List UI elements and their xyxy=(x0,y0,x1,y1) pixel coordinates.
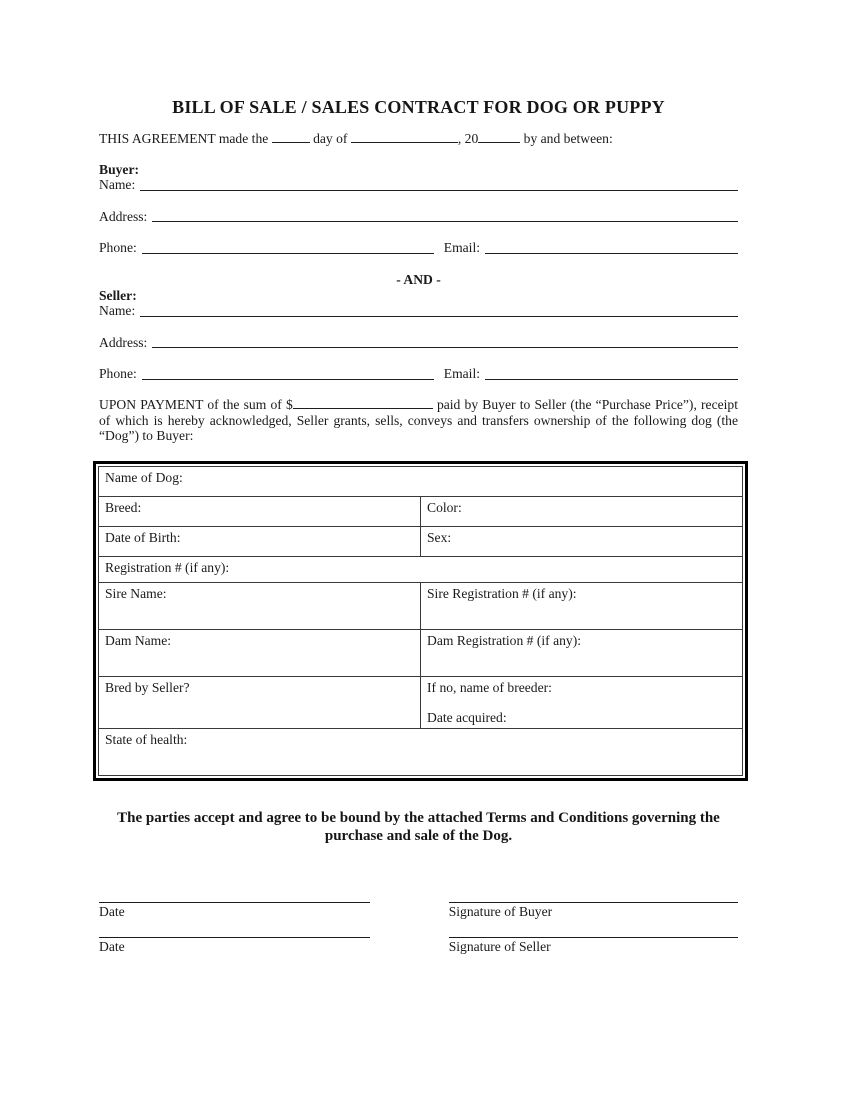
buyer-address-row xyxy=(99,209,738,225)
document-title: BILL OF SALE / SALES CONTRACT FOR DOG OR PUPPY xyxy=(172,97,665,117)
payment-text-before: UPON PAYMENT of the sum of $ xyxy=(99,396,293,412)
breeder-cell xyxy=(421,676,743,728)
sex-cell: Sex: xyxy=(421,526,743,556)
buyer-name-row xyxy=(99,177,738,193)
seller-name-blank-field xyxy=(140,316,738,317)
signature-row-seller xyxy=(99,937,738,955)
signature-row-buyer xyxy=(99,902,738,920)
payment-text-after: paid by Buyer to Seller (the “Purchase Price”), receipt of which is hereby acknowledged, Seller grants, sells, conveys and transfers ownership of the following dog (the “Dog”) to Buyer: xyxy=(99,396,738,444)
table-row xyxy=(99,676,743,728)
date-of-birth-cell: Date of Birth: xyxy=(99,526,421,556)
table-row xyxy=(99,526,743,556)
dog-info-table-border xyxy=(93,461,748,781)
signature-spacer xyxy=(370,902,448,920)
terms-statement: The parties accept and agree to be bound by the attached Terms and Conditions governing the purchase and sale of the Dog. xyxy=(117,809,720,844)
seller-phone-email-row xyxy=(99,366,738,382)
intro-text-4: by and between: xyxy=(523,131,613,146)
seller-address-blank-field xyxy=(152,347,738,348)
buyer-heading: Buyer: xyxy=(99,161,140,177)
dam-registration-cell: Dam Registration # (if any): xyxy=(421,629,743,676)
buyer-signature-area xyxy=(449,902,738,920)
seller-phone-blank-field xyxy=(142,379,434,380)
buyer-address-label: Address: xyxy=(99,208,148,224)
buyer-phone-blank-field xyxy=(142,253,434,254)
registration-cell: Registration # (if any): xyxy=(99,556,743,582)
and-separator: - AND - xyxy=(396,271,441,287)
table-row xyxy=(99,556,743,582)
dam-name-cell: Dam Name: xyxy=(99,629,421,676)
table-row xyxy=(99,466,743,496)
buyer-email-label: Email: xyxy=(443,240,481,256)
seller-address-row xyxy=(99,335,738,351)
month-blank-field xyxy=(351,131,458,143)
seller-heading: Seller: xyxy=(99,287,137,303)
seller-email-blank-field xyxy=(485,379,738,380)
buyer-phone-email-row xyxy=(99,240,738,256)
name-of-dog-cell: Name of Dog: xyxy=(99,466,743,496)
day-blank-field xyxy=(272,131,310,143)
date-signature-area-1 xyxy=(99,902,370,920)
date-acquired-label: Date acquired: xyxy=(427,709,507,725)
agreement-intro-line xyxy=(99,131,738,147)
seller-signature-label: Signature of Seller xyxy=(448,938,551,954)
dog-info-table xyxy=(98,466,743,776)
seller-phone-label: Phone: xyxy=(99,366,137,382)
date-label-2: Date xyxy=(99,938,125,954)
table-row xyxy=(99,728,743,775)
table-row xyxy=(99,629,743,676)
seller-signature-area xyxy=(449,937,738,955)
intro-text-3: , 20 xyxy=(457,131,479,146)
state-of-health-cell: State of health: xyxy=(99,728,743,775)
buyer-email-blank-field xyxy=(485,253,738,254)
color-cell: Color: xyxy=(421,496,743,526)
purchase-price-blank-field xyxy=(293,397,433,409)
document-content xyxy=(99,0,738,955)
date-label-1: Date xyxy=(99,903,125,919)
intro-text-1: THIS AGREEMENT made the xyxy=(99,131,269,146)
buyer-signature-label: Signature of Buyer xyxy=(448,903,553,919)
payment-paragraph xyxy=(99,397,738,444)
signature-block xyxy=(99,902,738,955)
bred-by-seller-cell: Bred by Seller? xyxy=(99,676,421,728)
breed-cell: Breed: xyxy=(99,496,421,526)
buyer-name-label: Name: xyxy=(99,177,136,193)
table-row xyxy=(99,496,743,526)
signature-spacer xyxy=(370,937,448,955)
buyer-name-blank-field xyxy=(140,190,738,191)
table-row xyxy=(99,582,743,629)
buyer-address-blank-field xyxy=(152,221,738,222)
seller-address-label: Address: xyxy=(99,334,148,350)
breeder-label: If no, name of breeder: xyxy=(427,679,552,695)
seller-name-label: Name: xyxy=(99,303,136,319)
sire-name-cell: Sire Name: xyxy=(99,582,421,629)
year-blank-field xyxy=(478,131,520,143)
seller-name-row xyxy=(99,303,738,319)
sire-registration-cell: Sire Registration # (if any): xyxy=(421,582,743,629)
date-signature-area-2 xyxy=(99,937,370,955)
seller-email-label: Email: xyxy=(443,366,481,382)
intro-text-2: day of xyxy=(313,131,348,146)
buyer-phone-label: Phone: xyxy=(99,240,137,256)
